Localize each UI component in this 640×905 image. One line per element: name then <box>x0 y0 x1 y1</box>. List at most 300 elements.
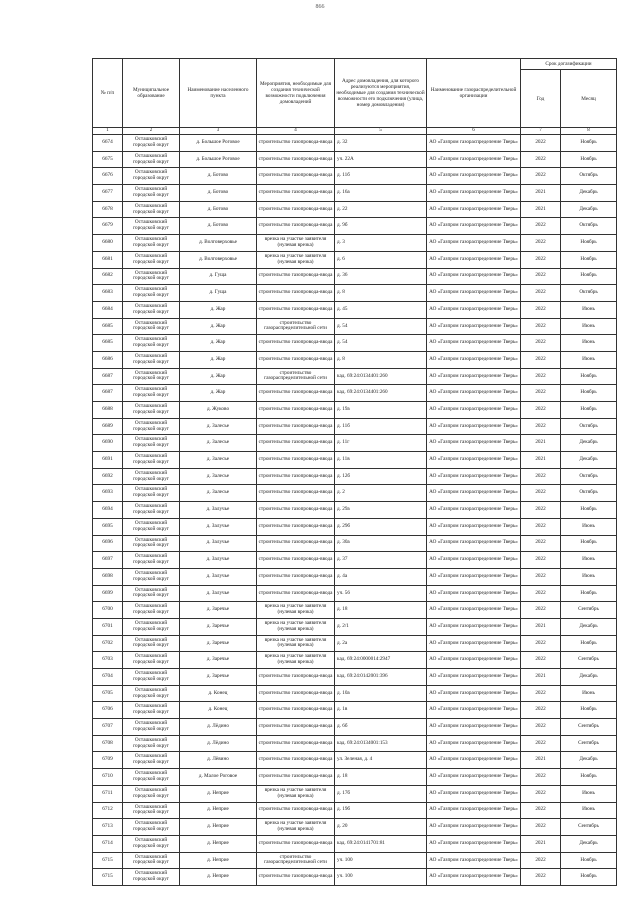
cell-address: д. 16а <box>335 185 427 202</box>
cell-organization: АО «Газпром газораспределение Тверь» <box>427 735 521 752</box>
cell-address: кад. 69:24:0141701:81 <box>335 835 427 852</box>
header-month: Месяц <box>561 70 617 128</box>
cell-organization: АО «Газпром газораспределение Тверь» <box>427 685 521 702</box>
cell-municipality: Осташковский городской округ <box>123 769 180 786</box>
cell-num: 6690 <box>93 435 123 452</box>
cell-address: уч. 100 <box>335 869 427 886</box>
cell-organization: АО «Газпром газораспределение Тверь» <box>427 201 521 218</box>
cell-municipality: Осташковский городской округ <box>123 752 180 769</box>
cell-organization: АО «Газпром газораспределение Тверь» <box>427 802 521 819</box>
cell-organization: АО «Газпром газораспределение Тверь» <box>427 552 521 569</box>
cell-settlement: д. Жар <box>180 335 257 352</box>
table-row <box>93 635 617 652</box>
cell-address: д. 2 <box>335 485 427 502</box>
table-row <box>93 735 617 752</box>
cell-organization: АО «Газпром газораспределение Тверь» <box>427 251 521 268</box>
cell-measure: строительство газопровода-ввода <box>257 285 335 302</box>
cell-address: д. 9б <box>335 218 427 235</box>
cell-measure: строительство газораспределительной сети <box>257 318 335 335</box>
cell-month: Ноябрь <box>561 135 617 152</box>
cell-address: уч. 56 <box>335 585 427 602</box>
cell-municipality: Осташковский городской округ <box>123 785 180 802</box>
cell-address: д. 29б <box>335 518 427 535</box>
cell-num: 6686 <box>93 351 123 368</box>
cell-year: 2022 <box>521 368 561 385</box>
table-row <box>93 652 617 669</box>
cell-municipality: Осташковский городской округ <box>123 351 180 368</box>
cell-municipality: Осташковский городской округ <box>123 635 180 652</box>
cell-organization: АО «Газпром газораспределение Тверь» <box>427 368 521 385</box>
cell-measure: строительство газопровода-ввода <box>257 435 335 452</box>
cell-organization: АО «Газпром газораспределение Тверь» <box>427 452 521 469</box>
table-row <box>93 518 617 535</box>
cell-organization: АО «Газпром газораспределение Тверь» <box>427 151 521 168</box>
column-numbers-row <box>93 128 617 135</box>
cell-month: Ноябрь <box>561 502 617 519</box>
cell-municipality: Осташковский городской округ <box>123 535 180 552</box>
cell-month: Ноябрь <box>561 385 617 402</box>
cell-municipality: Осташковский городской округ <box>123 518 180 535</box>
cell-settlement: д. Залучье <box>180 585 257 602</box>
table-row <box>93 502 617 519</box>
table-row <box>93 468 617 485</box>
cell-address: д. 11в <box>335 452 427 469</box>
cell-measure: строительство газопровода-ввода <box>257 518 335 535</box>
cell-year: 2022 <box>521 535 561 552</box>
cell-measure: строительство газопровода-ввода <box>257 168 335 185</box>
cell-municipality: Осташковский городской округ <box>123 452 180 469</box>
cell-month: Ноябрь <box>561 585 617 602</box>
cell-num: 6682 <box>93 268 123 285</box>
header-settlement: Наименование населенного пункта <box>180 59 257 128</box>
cell-address: кад. 69:24:0142001:396 <box>335 669 427 686</box>
cell-address: д. 30а <box>335 535 427 552</box>
table-row <box>93 268 617 285</box>
cell-organization: АО «Газпром газораспределение Тверь» <box>427 485 521 502</box>
cell-municipality: Осташковский городской округ <box>123 201 180 218</box>
cell-num: 6692 <box>93 468 123 485</box>
table-row <box>93 402 617 419</box>
cell-month: Ноябрь <box>561 702 617 719</box>
cell-month: Ноябрь <box>561 368 617 385</box>
table-row <box>93 452 617 469</box>
cell-measure: строительство газопровода-ввода <box>257 385 335 402</box>
cell-settlement: д. Ботово <box>180 201 257 218</box>
cell-municipality: Осташковский городской округ <box>123 702 180 719</box>
cell-organization: АО «Газпром газораспределение Тверь» <box>427 218 521 235</box>
cell-address: д. 6 <box>335 251 427 268</box>
cell-address: д. 2а <box>335 635 427 652</box>
cell-year: 2022 <box>521 585 561 602</box>
cell-month: Июнь <box>561 785 617 802</box>
cell-address: д. 22 <box>335 201 427 218</box>
cell-measure: строительство газопровода-ввода <box>257 769 335 786</box>
cell-municipality: Осташковский городской округ <box>123 835 180 852</box>
cell-measure: строительство газопровода-ввода <box>257 301 335 318</box>
cell-measure: врезка на участке заявителя (нулевая врезка) <box>257 819 335 836</box>
cell-settlement: д. Жар <box>180 318 257 335</box>
table-row <box>93 552 617 569</box>
cell-year: 2022 <box>521 819 561 836</box>
table-row <box>93 418 617 435</box>
cell-month: Декабрь <box>561 618 617 635</box>
cell-address: д. 4а <box>335 568 427 585</box>
cell-measure: врезка на участке заявителя (нулевая врезка) <box>257 635 335 652</box>
cell-organization: АО «Газпром газораспределение Тверь» <box>427 185 521 202</box>
cell-organization: АО «Газпром газораспределение Тверь» <box>427 669 521 686</box>
cell-month: Ноябрь <box>561 251 617 268</box>
cell-municipality: Осташковский городской округ <box>123 301 180 318</box>
cell-month: Июнь <box>561 351 617 368</box>
cell-settlement: д. Заречье <box>180 618 257 635</box>
cell-organization: АО «Газпром газораспределение Тверь» <box>427 268 521 285</box>
cell-settlement: д. Неприе <box>180 835 257 852</box>
cell-measure: строительство газопровода-ввода <box>257 452 335 469</box>
cell-municipality: Осташковский городской округ <box>123 685 180 702</box>
cell-settlement: д. Большое Роговое <box>180 135 257 152</box>
cell-organization: АО «Газпром газораспределение Тверь» <box>427 535 521 552</box>
header-num: № п/п <box>93 59 123 128</box>
cell-organization: АО «Газпром газораспределение Тверь» <box>427 568 521 585</box>
cell-measure: строительство газопровода-ввода <box>257 585 335 602</box>
table-row <box>93 702 617 719</box>
table-row <box>93 235 617 252</box>
table-row <box>93 852 617 869</box>
cell-organization: АО «Газпром газораспределение Тверь» <box>427 435 521 452</box>
cell-num: 6676 <box>93 168 123 185</box>
cell-organization: АО «Газпром газораспределение Тверь» <box>427 418 521 435</box>
cell-num: 6706 <box>93 702 123 719</box>
column-number: 5 <box>335 128 427 135</box>
cell-settlement: д. Неприе <box>180 785 257 802</box>
table-row <box>93 685 617 702</box>
table-row <box>93 602 617 619</box>
cell-year: 2022 <box>521 468 561 485</box>
table-row <box>93 835 617 852</box>
table-row <box>93 368 617 385</box>
cell-address: д. 37 <box>335 552 427 569</box>
table-row <box>93 351 617 368</box>
cell-month: Ноябрь <box>561 852 617 869</box>
cell-year: 2022 <box>521 802 561 819</box>
cell-num: 6689 <box>93 418 123 435</box>
cell-address: д. 8 <box>335 285 427 302</box>
cell-month: Сентябрь <box>561 819 617 836</box>
cell-num: 6707 <box>93 719 123 736</box>
cell-measure: строительство газопровода-ввода <box>257 535 335 552</box>
cell-year: 2022 <box>521 502 561 519</box>
cell-settlement: д. Ботово <box>180 168 257 185</box>
cell-municipality: Осташковский городской округ <box>123 285 180 302</box>
cell-measure: строительство газопровода-ввода <box>257 185 335 202</box>
table-row <box>93 318 617 335</box>
cell-municipality: Осташковский городской округ <box>123 268 180 285</box>
cell-organization: АО «Газпром газораспределение Тверь» <box>427 502 521 519</box>
cell-num: 6705 <box>93 685 123 702</box>
cell-address: д. 29а <box>335 502 427 519</box>
cell-year: 2021 <box>521 185 561 202</box>
cell-month: Октябрь <box>561 168 617 185</box>
cell-measure: строительство газопровода-ввода <box>257 735 335 752</box>
cell-municipality: Осташковский городской округ <box>123 135 180 152</box>
cell-settlement: д. Залесье <box>180 468 257 485</box>
cell-month: Июнь <box>561 518 617 535</box>
table-row <box>93 802 617 819</box>
cell-year: 2022 <box>521 869 561 886</box>
cell-year: 2021 <box>521 618 561 635</box>
cell-num: 6687 <box>93 385 123 402</box>
cell-organization: АО «Газпром газораспределение Тверь» <box>427 335 521 352</box>
header-organization: Наименование газораспределительной организации <box>427 59 521 128</box>
table-row <box>93 752 617 769</box>
cell-address: д. 11б <box>335 418 427 435</box>
cell-month: Декабрь <box>561 185 617 202</box>
column-number: 1 <box>93 128 123 135</box>
cell-year: 2022 <box>521 602 561 619</box>
cell-address: д. 11г <box>335 435 427 452</box>
column-number: 4 <box>257 128 335 135</box>
cell-municipality: Осташковский городской округ <box>123 869 180 886</box>
cell-month: Ноябрь <box>561 268 617 285</box>
cell-settlement: д. Конец <box>180 685 257 702</box>
cell-municipality: Осташковский городской округ <box>123 418 180 435</box>
cell-measure: строительство газопровода-ввода <box>257 802 335 819</box>
cell-month: Октябрь <box>561 285 617 302</box>
cell-num: 6695 <box>93 518 123 535</box>
cell-municipality: Осташковский городской округ <box>123 552 180 569</box>
cell-year: 2022 <box>521 685 561 702</box>
cell-municipality: Осташковский городской округ <box>123 151 180 168</box>
table-row <box>93 769 617 786</box>
cell-year: 2022 <box>521 719 561 736</box>
table-row <box>93 719 617 736</box>
gasification-table <box>92 58 617 886</box>
cell-month: Октябрь <box>561 218 617 235</box>
cell-municipality: Осташковский городской округ <box>123 435 180 452</box>
cell-address: д. 17б <box>335 785 427 802</box>
table-row <box>93 785 617 802</box>
cell-month: Июнь <box>561 802 617 819</box>
cell-num: 6681 <box>93 251 123 268</box>
cell-organization: АО «Газпром газораспределение Тверь» <box>427 468 521 485</box>
cell-month: Сентябрь <box>561 735 617 752</box>
cell-settlement: д. Волговерховье <box>180 251 257 268</box>
cell-municipality: Осташковский городской округ <box>123 735 180 752</box>
column-number: 3 <box>180 128 257 135</box>
cell-measure: врезка на участке заявителя (нулевая врезка) <box>257 652 335 669</box>
cell-num: 6687 <box>93 368 123 385</box>
cell-month: Декабрь <box>561 435 617 452</box>
cell-municipality: Осташковский городской округ <box>123 185 180 202</box>
cell-num: 6685 <box>93 318 123 335</box>
cell-settlement: д. Ботово <box>180 185 257 202</box>
cell-year: 2022 <box>521 151 561 168</box>
cell-municipality: Осташковский городской округ <box>123 618 180 635</box>
cell-municipality: Осташковский городской округ <box>123 251 180 268</box>
cell-address: кад. 69:24:0134401:260 <box>335 368 427 385</box>
cell-organization: АО «Газпром газораспределение Тверь» <box>427 602 521 619</box>
cell-address: д. 6б <box>335 719 427 736</box>
cell-num: 6713 <box>93 819 123 836</box>
cell-organization: АО «Газпром газораспределение Тверь» <box>427 318 521 335</box>
cell-year: 2022 <box>521 552 561 569</box>
cell-organization: АО «Газпром газораспределение Тверь» <box>427 635 521 652</box>
cell-year: 2022 <box>521 652 561 669</box>
cell-year: 2022 <box>521 735 561 752</box>
cell-address: д. 45 <box>335 301 427 318</box>
cell-municipality: Осташковский городской округ <box>123 468 180 485</box>
cell-settlement: д. Залесье <box>180 452 257 469</box>
cell-num: 6696 <box>93 535 123 552</box>
cell-month: Ноябрь <box>561 151 617 168</box>
table-row <box>93 135 617 152</box>
cell-settlement: д. Волговерховье <box>180 235 257 252</box>
cell-num: 6702 <box>93 635 123 652</box>
cell-measure: строительство газопровода-ввода <box>257 468 335 485</box>
cell-organization: АО «Газпром газораспределение Тверь» <box>427 835 521 852</box>
cell-organization: АО «Газпром газораспределение Тверь» <box>427 285 521 302</box>
cell-municipality: Осташковский городской округ <box>123 385 180 402</box>
cell-num: 6700 <box>93 602 123 619</box>
cell-municipality: Осташковский городской округ <box>123 218 180 235</box>
cell-settlement: д. Заречье <box>180 635 257 652</box>
cell-num: 6704 <box>93 669 123 686</box>
cell-num: 6715 <box>93 852 123 869</box>
cell-municipality: Осташковский городской округ <box>123 402 180 419</box>
header-year: Год <box>521 70 561 128</box>
cell-year: 2022 <box>521 769 561 786</box>
cell-year: 2022 <box>521 385 561 402</box>
cell-address: уч. 22А <box>335 151 427 168</box>
cell-settlement: д. Заречье <box>180 652 257 669</box>
cell-month: Сентябрь <box>561 602 617 619</box>
cell-address: д. 8 <box>335 351 427 368</box>
cell-organization: АО «Газпром газораспределение Тверь» <box>427 351 521 368</box>
cell-settlement: д. Жар <box>180 368 257 385</box>
cell-settlement: д. Неприе <box>180 802 257 819</box>
cell-month: Июнь <box>561 552 617 569</box>
column-number: 8 <box>561 128 617 135</box>
cell-num: 6683 <box>93 285 123 302</box>
cell-measure: врезка на участке заявителя (нулевая врезка) <box>257 618 335 635</box>
cell-year: 2022 <box>521 251 561 268</box>
cell-address: д. 2/1 <box>335 618 427 635</box>
cell-month: Июнь <box>561 685 617 702</box>
cell-settlement: д. Ботово <box>180 218 257 235</box>
table-row <box>93 251 617 268</box>
cell-address: д. 12б <box>335 468 427 485</box>
table-row <box>93 185 617 202</box>
cell-settlement: д. Лёдино <box>180 735 257 752</box>
cell-num: 6685 <box>93 335 123 352</box>
cell-year: 2022 <box>521 285 561 302</box>
cell-address: д. 1в <box>335 702 427 719</box>
cell-year: 2022 <box>521 402 561 419</box>
table-row <box>93 618 617 635</box>
cell-organization: АО «Газпром газораспределение Тверь» <box>427 135 521 152</box>
cell-municipality: Осташковский городской округ <box>123 568 180 585</box>
cell-year: 2022 <box>521 351 561 368</box>
cell-num: 6703 <box>93 652 123 669</box>
cell-num: 6697 <box>93 552 123 569</box>
cell-address: д. 20 <box>335 819 427 836</box>
cell-organization: АО «Газпром газораспределение Тверь» <box>427 752 521 769</box>
cell-year: 2022 <box>521 785 561 802</box>
page-number: 866 <box>315 4 325 10</box>
table-row <box>93 151 617 168</box>
cell-measure: строительство газопровода-ввода <box>257 268 335 285</box>
cell-organization: АО «Газпром газораспределение Тверь» <box>427 168 521 185</box>
cell-month: Октябрь <box>561 485 617 502</box>
cell-municipality: Осташковский городской округ <box>123 819 180 836</box>
cell-address: кад. 69:24:0134401:260 <box>335 385 427 402</box>
cell-address: уч. 100 <box>335 852 427 869</box>
cell-address: д. 54 <box>335 318 427 335</box>
cell-year: 2022 <box>521 418 561 435</box>
cell-num: 6701 <box>93 618 123 635</box>
cell-measure: строительство газопровода-ввода <box>257 552 335 569</box>
cell-year: 2022 <box>521 218 561 235</box>
cell-organization: АО «Газпром газораспределение Тверь» <box>427 652 521 669</box>
cell-municipality: Осташковский городской округ <box>123 669 180 686</box>
cell-address: кад. 69:24:0134001:153 <box>335 735 427 752</box>
cell-address: д. 18 <box>335 769 427 786</box>
cell-organization: АО «Газпром газораспределение Тверь» <box>427 785 521 802</box>
table-row <box>93 535 617 552</box>
cell-address: д. 19а <box>335 402 427 419</box>
cell-year: 2021 <box>521 835 561 852</box>
cell-settlement: д. Жар <box>180 385 257 402</box>
cell-address: д. 32 <box>335 135 427 152</box>
cell-municipality: Осташковский городской округ <box>123 368 180 385</box>
cell-settlement: д. Залучье <box>180 502 257 519</box>
cell-address: д. 54 <box>335 335 427 352</box>
cell-month: Ноябрь <box>561 535 617 552</box>
cell-num: 6684 <box>93 301 123 318</box>
cell-num: 6677 <box>93 185 123 202</box>
cell-month: Октябрь <box>561 418 617 435</box>
cell-municipality: Осташковский городской округ <box>123 485 180 502</box>
cell-month: Ноябрь <box>561 869 617 886</box>
header-deadline: Срок догазификации <box>521 59 617 70</box>
cell-year: 2022 <box>521 135 561 152</box>
cell-measure: строительство газопровода-ввода <box>257 218 335 235</box>
cell-year: 2022 <box>521 335 561 352</box>
table-row <box>93 201 617 218</box>
cell-measure: строительство газопровода-ввода <box>257 351 335 368</box>
cell-measure: строительство газопровода-ввода <box>257 402 335 419</box>
cell-address: ул. Зеленая, д. 4 <box>335 752 427 769</box>
column-number: 7 <box>521 128 561 135</box>
cell-month: Июнь <box>561 318 617 335</box>
cell-organization: АО «Газпром газораспределение Тверь» <box>427 301 521 318</box>
cell-settlement: д. Неприе <box>180 852 257 869</box>
cell-num: 6679 <box>93 218 123 235</box>
cell-measure: строительство газопровода-ввода <box>257 201 335 218</box>
cell-num: 6708 <box>93 735 123 752</box>
cell-num: 6675 <box>93 151 123 168</box>
cell-year: 2022 <box>521 235 561 252</box>
cell-settlement: д. Жуково <box>180 402 257 419</box>
cell-address: д. 11б <box>335 168 427 185</box>
cell-organization: АО «Газпром газораспределение Тверь» <box>427 719 521 736</box>
cell-month: Ноябрь <box>561 769 617 786</box>
cell-settlement: д. Залучье <box>180 552 257 569</box>
cell-month: Декабрь <box>561 835 617 852</box>
table-row <box>93 335 617 352</box>
cell-settlement: д. Залучье <box>180 535 257 552</box>
cell-settlement: д. Жар <box>180 351 257 368</box>
